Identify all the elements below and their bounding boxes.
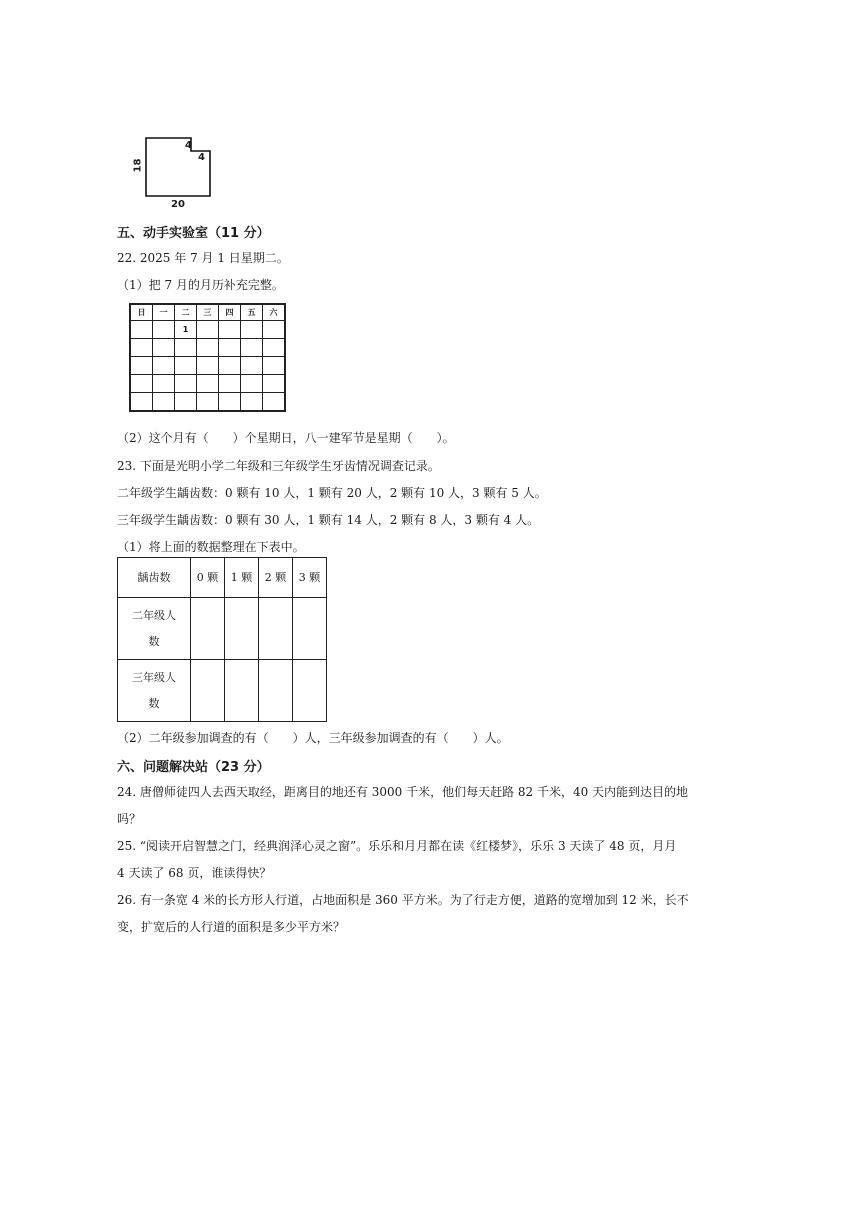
table-header-cell: 龋齿数	[118, 558, 191, 598]
calendar-weekday: 四	[219, 304, 241, 321]
table-cell	[225, 660, 259, 722]
question-25-line2: 4 天读了 68 页，谁读得快？	[117, 866, 272, 880]
table-row-label-grade2	[118, 598, 191, 660]
calendar-cell	[153, 339, 175, 357]
row-label-line: 三年级人	[132, 670, 176, 684]
table-cell	[191, 598, 225, 660]
table-header-cell: 1 颗	[225, 558, 259, 598]
question-23-part2: （2）二年级参加调查的有（ ）人，三年级参加调查的有（ ）人。	[117, 731, 509, 745]
table-cell	[191, 660, 225, 722]
row-label-line: 二年级人	[132, 608, 176, 622]
question-25-line1: 25. “阅读开启智慧之门，经典润泽心灵之窗”。乐乐和月月都在读《红楼梦》，乐乐 3 天读了 48 页，月月	[117, 839, 677, 853]
calendar-cell	[241, 321, 263, 339]
calendar-weekday: 五	[241, 304, 263, 321]
question-24-line2: 吗？	[117, 812, 142, 826]
calendar-cell	[153, 321, 175, 339]
figure-label-width: 20	[171, 199, 185, 210]
calendar-cell	[197, 339, 219, 357]
question-26-line1: 26. 有一条宽 4 米的长方形人行道，占地面积是 360 平方米。为了行走方便，道路的宽增加到 12 米，长不	[117, 893, 689, 907]
calendar-weekday: 一	[153, 304, 175, 321]
calendar-cell	[153, 393, 175, 412]
table-cell	[259, 660, 293, 722]
figure-label-notch-horizontal: 4	[198, 152, 205, 163]
calendar-cell	[130, 357, 153, 375]
calendar-cell	[175, 339, 197, 357]
calendar-cell	[130, 321, 153, 339]
table-row-label-grade3	[118, 660, 191, 722]
calendar-cell	[153, 357, 175, 375]
calendar-cell	[197, 321, 219, 339]
calendar-cell	[197, 393, 219, 412]
calendar-cell	[219, 321, 241, 339]
question-23-part1: （1）将上面的数据整理在下表中。	[117, 540, 305, 554]
calendar-cell	[219, 375, 241, 393]
notched-rectangle-figure	[128, 132, 228, 216]
calendar-cell	[197, 375, 219, 393]
table-cell	[293, 660, 327, 722]
calendar-cell	[130, 375, 153, 393]
calendar-cell	[130, 339, 153, 357]
calendar-cell	[219, 339, 241, 357]
table-header-cell: 3 颗	[293, 558, 327, 598]
calendar-cell	[241, 357, 263, 375]
table-header-cell: 0 颗	[191, 558, 225, 598]
calendar-cell	[175, 357, 197, 375]
calendar-cell	[241, 339, 263, 357]
table-cell	[259, 598, 293, 660]
calendar-cell	[241, 375, 263, 393]
calendar-cell	[241, 393, 263, 412]
row-label-line: 数	[148, 634, 160, 648]
question-23-grade3-data: 三年级学生龋齿数：0 颗有 30 人，1 颗有 14 人，2 颗有 8 人，3 颗有 4 人。	[117, 513, 540, 527]
calendar-cell	[130, 393, 153, 412]
section5-title: 五、动手实验室（11 分）	[117, 226, 270, 241]
calendar-cell	[175, 393, 197, 412]
row-label-line: 数	[148, 696, 160, 710]
calendar-weekday: 三	[197, 304, 219, 321]
table-cell	[293, 598, 327, 660]
calendar-cell	[263, 375, 286, 393]
calendar-cell	[263, 357, 286, 375]
question-23-grade2-data: 二年级学生龋齿数：0 颗有 10 人，1 颗有 20 人，2 颗有 10 人，3 颗有 5 人。	[117, 486, 547, 500]
question-26-line2: 变，扩宽后的人行道的面积是多少平方米？	[117, 920, 346, 934]
calendar-cell	[197, 357, 219, 375]
calendar-cell-day-1: 1	[175, 321, 197, 339]
question-24-line1: 24. 唐僧师徒四人去西天取经，距离目的地还有 3000 千米，他们每天赶路 82 千米，40 天内能到达目的地	[117, 785, 689, 799]
figure-label-height: 18	[132, 158, 144, 173]
question-22-part2: （2）这个月有（ ）个星期日，八一建军节是星期（ ）。	[117, 431, 455, 445]
calendar-cell	[219, 393, 241, 412]
calendar-cell	[153, 375, 175, 393]
calendar-cell	[219, 357, 241, 375]
section6-title: 六、问题解决站（23 分）	[117, 760, 270, 775]
question-22: 22. 2025 年 7 月 1 日星期二。	[117, 251, 289, 265]
july-calendar	[129, 303, 286, 412]
figure-label-notch-vertical: 4	[185, 140, 192, 151]
calendar-cell	[263, 393, 286, 412]
calendar-cell	[263, 339, 286, 357]
table-cell	[225, 598, 259, 660]
calendar-cell	[263, 321, 286, 339]
question-23: 23. 下面是光明小学二年级和三年级学生牙齿情况调查记录。	[117, 459, 440, 473]
calendar-weekday: 日	[130, 304, 153, 321]
table-header-cell: 2 颗	[259, 558, 293, 598]
cavity-survey-table	[117, 557, 327, 722]
calendar-weekday: 二	[175, 304, 197, 321]
question-22-part1: （1）把 7 月的月历补充完整。	[117, 278, 284, 292]
calendar-cell	[175, 375, 197, 393]
calendar-weekday: 六	[263, 304, 286, 321]
